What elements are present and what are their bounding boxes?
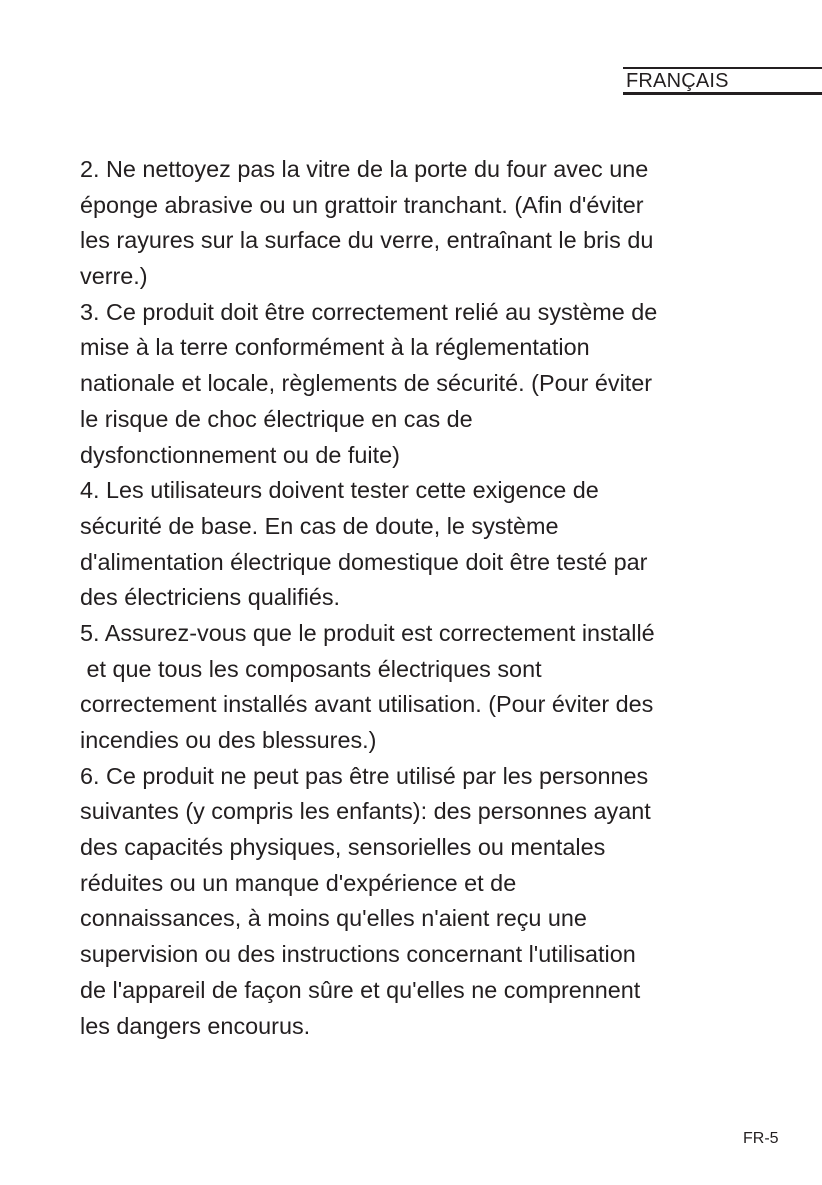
safety-instructions [80, 152, 780, 1044]
text-line: le risque de choc électrique en cas de [80, 405, 473, 432]
text-line: connaissances, à moins qu'elles n'aient reçu une [80, 905, 587, 932]
text-line: des électriciens qualifiés. [80, 584, 341, 611]
text-line: d'alimentation électrique domestique doit être testé par [80, 548, 648, 575]
text-line: des capacités physiques, sensorielles ou mentales [80, 834, 606, 861]
text-line: 5. Assurez-vous que le produit est correctement installé [80, 619, 655, 646]
text-line: 2. Ne nettoyez pas la vitre de la porte du four avec une [80, 156, 649, 182]
text-line: verre.) [80, 263, 148, 290]
text-line: correctement installés avant utilisation. (Pour éviter des [80, 691, 654, 718]
text-line: incendies ou des blessures.) [80, 727, 377, 753]
page-number: FR-5 [743, 1130, 779, 1147]
header-rule-bottom [623, 92, 822, 95]
text-line: les rayures sur la surface du verre, entraînant le bris du [80, 227, 654, 254]
text-line: mise à la terre conformément à la réglementation [80, 334, 590, 361]
text-line: 4. Les utilisateurs doivent tester cette exigence de [80, 477, 599, 504]
text-line: éponge abrasive ou un grattoir tranchant. (Afin d'éviter [80, 191, 644, 218]
text-line: de l'appareil de façon sûre et qu'elles ne comprennent [80, 976, 641, 1003]
text-line: nationale et locale, règlements de sécurité. (Pour éviter [80, 370, 653, 397]
text-line: dysfonctionnement ou de fuite) [80, 441, 400, 468]
text-line: les dangers encourus. [80, 1012, 311, 1039]
text-line: supervision ou des instructions concernant l'utilisation [80, 941, 636, 968]
text-line: réduites ou un manque d'expérience et de [80, 869, 517, 896]
text-line: sécurité de base. En cas de doute, le système [80, 512, 559, 539]
text-line: 3. Ce produit doit être correctement relié au système de [80, 298, 658, 325]
text-line: suivantes (y compris les enfants): des personnes ayant [80, 798, 651, 825]
text-line: 6. Ce produit ne peut pas être utilisé par les personnes [80, 762, 649, 789]
text-line: et que tous les composants électriques sont [80, 655, 542, 682]
language-header: FRANÇAIS [626, 70, 729, 92]
